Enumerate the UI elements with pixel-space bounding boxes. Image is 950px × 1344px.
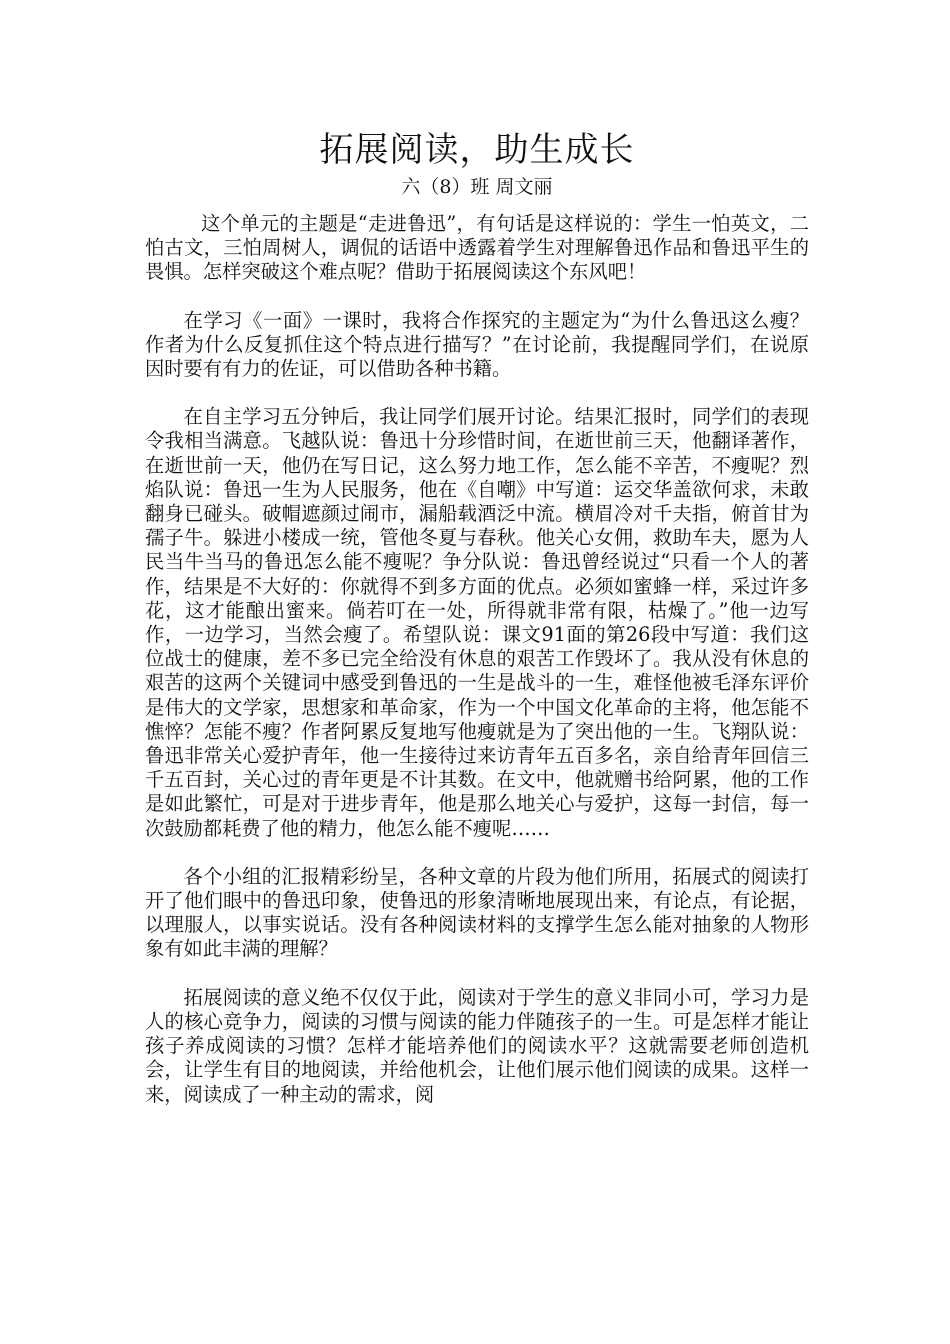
document-title: 拓展阅读，助生成长 [319, 130, 635, 170]
document-page [145, 128, 809, 1131]
paragraph-5: 拓展阅读的意义绝不仅仅于此，阅读对于学生的意义非同小可，学习力是人的核心竞争力，阅读的习惯与阅读的能力伴随孩子的一生。可是怎样才能让孩子养成阅读的习惯？怎样才能培养他们的阅读水平？这就需要老师创造机会，让学生有目的地阅读，并给他机会，让他们展示他们阅读的成果。这样一来，阅读成了一种主动的需求，阅 [145, 985, 809, 1106]
paragraph-4: 各个小组的汇报精彩纷呈，各种文章的片段为他们所用，拓展式的阅读打开了他们眼中的鲁迅印象，使鲁迅的形象清晰地展现出来，有论点，有论据，以理服人，以事实说话。没有各种阅读材料的支撑学生怎么能对抽象的人物形象有如此丰满的理解？ [145, 864, 809, 961]
paragraph-1: 这个单元的主题是“走进鲁迅”，有句话是这样说的：学生一怕英文，二怕古文，三怕周树人，调侃的话语中透露着学生对理解鲁迅作品和鲁迅平生的畏惧。怎样突破这个难点呢？借助于拓展阅读这个东风吧！ [145, 212, 809, 284]
document-author: 六（8）班 周文丽 [401, 176, 553, 198]
paragraph-3: 在自主学习五分钟后，我让同学们展开讨论。结果汇报时，同学们的表现令我相当满意。飞越队说：鲁迅十分珍惜时间，在逝世前三天，他翻译著作，在逝世前一天，他仍在写日记，这么努力地工作，怎么能不辛苦，不瘦呢？烈焰队说：鲁迅一生为人民服务，他在《自嘲》中写道：运交华盖欲何求，未敢翻身已碰头。破帽遮颜过闹市，漏船载酒泛中流。横眉冷对千夫指，俯首甘为孺子牛。躲进小楼成一统，管他冬夏与春秋。他关心女佣，救助车夫，愿为人民当牛当马的鲁迅怎么能不瘦呢？争分队说：鲁迅曾经说过“只看一个人的著作，结果是不大好的：你就得不到多方面的优点。必须如蜜蜂一样，采过许多花，这才能酿出蜜来。倘若叮在一处，所得就非常有限，枯燥了。”他一边写作，一边学习，当然会瘦了。希望队说：课文91面的第26段中写道：我们这位战士的健康，差不多已完全给没有休息的艰苦工作毁坏了。我从没有休息的艰苦的这两个关键词中感受到鲁迅的一生是战斗的一生，难怪他被毛泽东评价是伟大的文学家，思想家和革命家，作为一个中国文化革命的主将，他怎能不憔悴？怎能不瘦？作者阿累反复地写他瘦就是为了突出他的一生。飞翔队说：鲁迅非常关心爱护青年，他一生接待过来访青年五百多名，亲自给青年回信三千五百封，关心过的青年更是不计其数。在文中，他就赠书给阿累，他的工作是如此繁忙，可是对于进步青年，他是那么地关心与爱护，这每一封信，每一次鼓励都耗费了他的精力，他怎么能不瘦呢…… [145, 405, 809, 840]
paragraph-2: 在学习《一面》一课时，我将合作探究的主题定为“为什么鲁迅这么瘦？作者为什么反复抓住这个特点进行描写？”在讨论前，我提醒同学们，在说原因时要有有力的佐证，可以借助各种书籍。 [145, 308, 809, 381]
